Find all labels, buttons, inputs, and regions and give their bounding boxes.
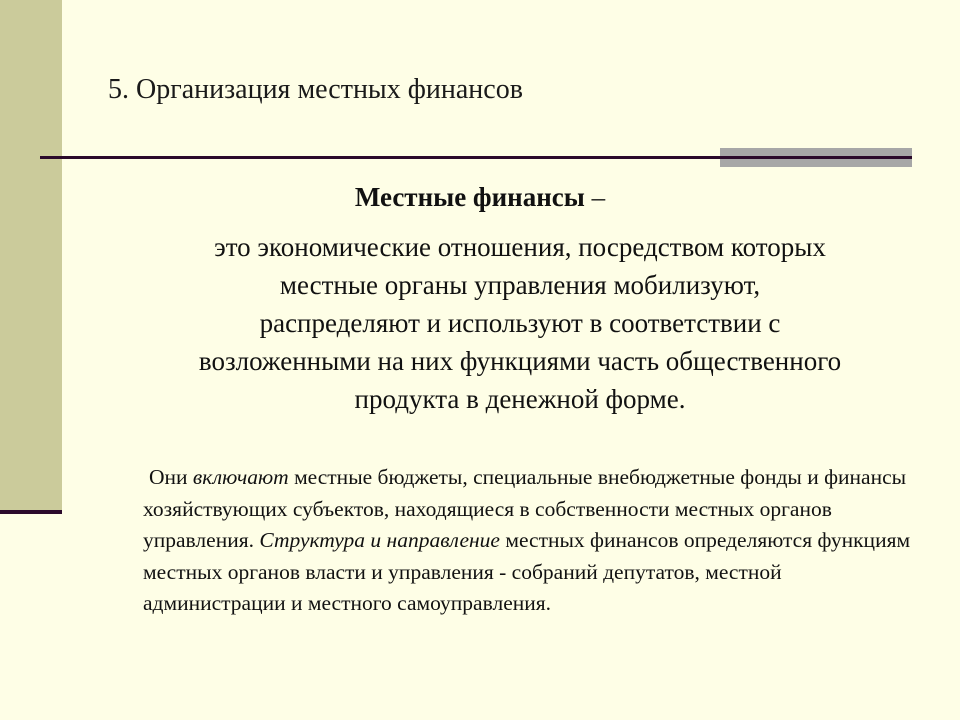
definition-heading [0, 182, 960, 213]
title-rule-accent-bottom [720, 159, 912, 167]
para-text: местных финансов определяются функциям местных органов власти и управления - собраний депутатов, местной администрации и местного самоуправления. [143, 528, 911, 615]
left-decor-bar [0, 0, 62, 512]
left-decor-line [0, 510, 62, 514]
definition-line: распределяют и используют в соответствии с [259, 308, 781, 338]
para-text: Они [149, 465, 193, 489]
description-paragraph [143, 462, 913, 620]
definition-line: возложенными на них функциями часть общественного [198, 346, 842, 376]
definition-term: Местные финансы [354, 182, 585, 212]
para-italic: Структура и направление [259, 528, 500, 552]
para-text: местные бюджеты, специальные внебюджетные фонды и финансы хозяйствующих субъектов, находящиеся в собственности местных органов управления. [143, 465, 907, 552]
definition-line: продукта в денежной форме. [354, 384, 686, 414]
para-italic: включают [192, 465, 289, 489]
definition-body [120, 228, 920, 418]
definition-dash: – [584, 182, 606, 212]
title-rule-accent-top [720, 148, 912, 156]
definition-line: местные органы управления мобилизуют, [279, 270, 761, 300]
definition-line: это экономические отношения, посредством которых [214, 232, 826, 262]
slide-title: 5. Организация местных финансов [108, 74, 523, 105]
